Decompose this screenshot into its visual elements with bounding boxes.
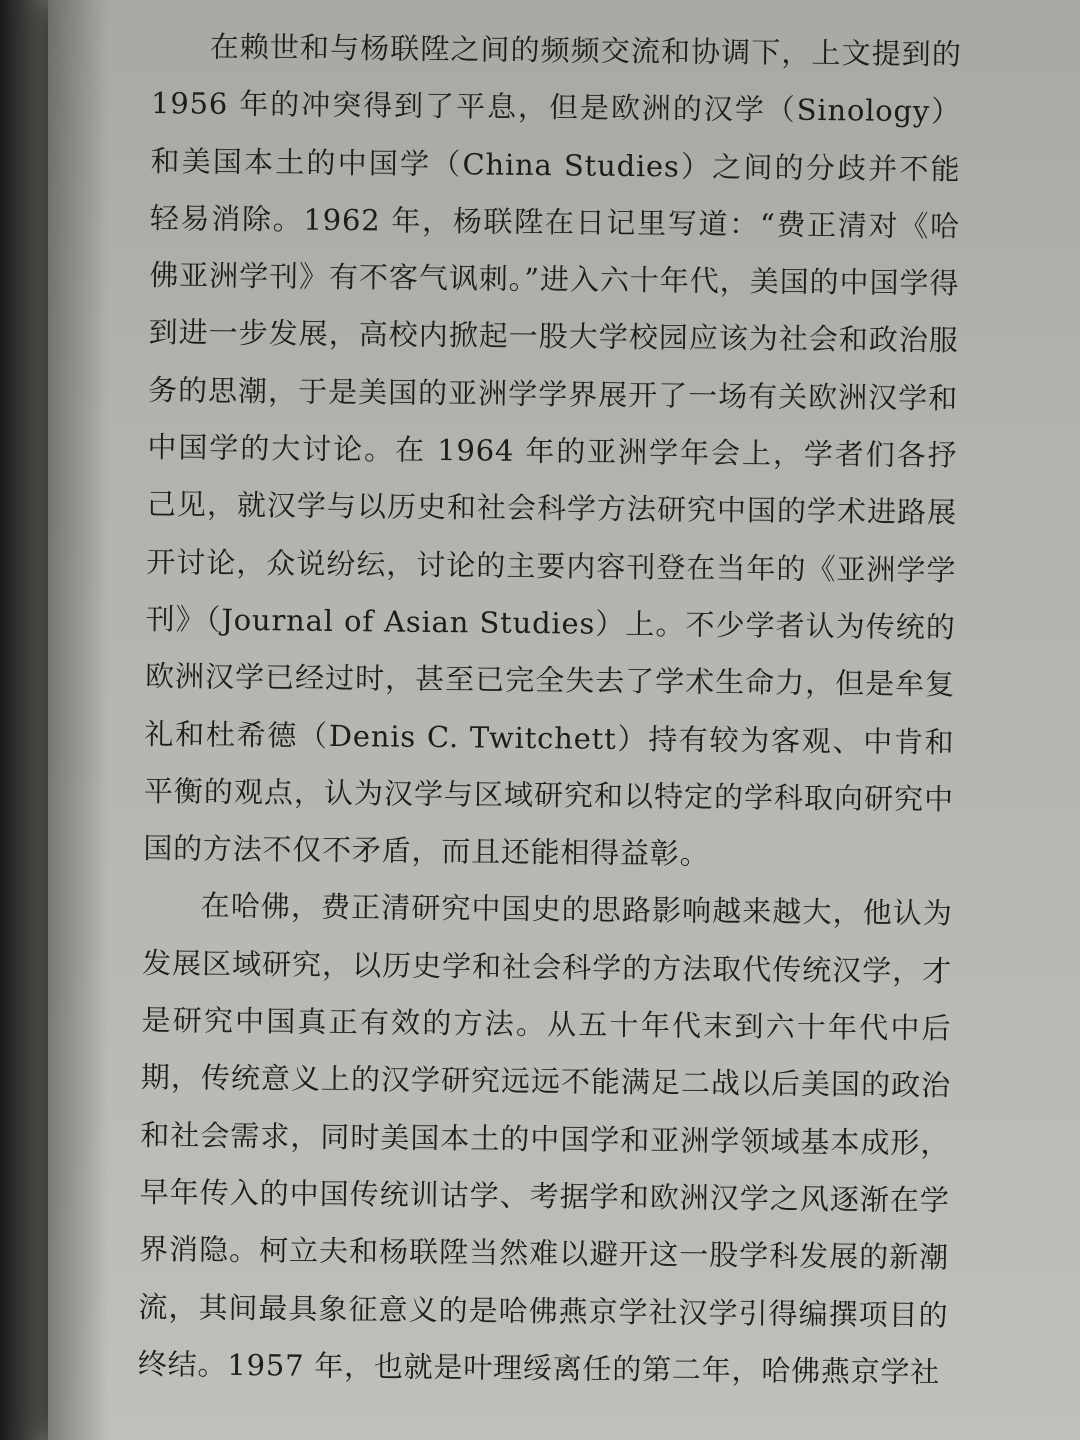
book-page xyxy=(48,0,1080,1440)
paragraph-1-text: 在赖世和与杨联陞之间的频频交流和协调下，上文提到的 1956 年的冲突得到了平息，但是欧洲的汉学（Sinology）和美国本土的中国学（China Studies）之间的分歧并不能轻易消除。1962 年，杨联陞在日记里写道：“费正清对《哈佛亚洲学刊》有不客气讽刺。”进入六十年代，美国的中国学得到进一步发展，高校内掀起一股大学校园应该为社会和政治服务的思潮，于是美国的亚洲学学界展开了一场有关欧洲汉学和中国学的大讨论。在 1964 年的亚洲学年会上，学者们各抒己见，就汉学与以历史和社会科学方法研究中国的学术进路展开讨论，众说纷纭，讨论的主要内容刊登在当年的《亚洲学学刊》（Journal of Asian Studies）上。不少学者认为传统的欧洲汉学已经过时，甚至已完全失去了学术生命力，但是牟复礼和杜希德（Denis C. Twitchett）持有较为客观、中肯和平衡的观点，认为汉学与区域研究和以特定的学科取向研究中国的方法不仅不矛盾，而且还能相得益彰。 xyxy=(143,29,962,872)
body-text xyxy=(138,18,962,1402)
paragraph-2-text: 在哈佛，费正清研究中国史的思路影响越来越大，他认为发展区域研究，以历史学和社会科学的方法取代传统汉学，才是研究中国真正有效的方法。从五十年代末到六十年代中后期，传统意义上的汉学研究远远不能满足二战以后美国的政治和社会需求，同时美国本土的中国学和亚洲学领域基本成形，早年传入的中国传统训诂学、考据学和欧洲汉学之风逐渐在学界消隐。柯立夫和杨联陞当然难以避开这一股学科发展的新潮流，其间最具象征意义的是哈佛燕京学社汉学引得编撰项目的终结。1957 年，也就是叶理绥离任的第二年，哈佛燕京学社 xyxy=(137,889,953,1390)
paragraph-2 xyxy=(138,877,953,1401)
paragraph-1 xyxy=(143,18,962,886)
